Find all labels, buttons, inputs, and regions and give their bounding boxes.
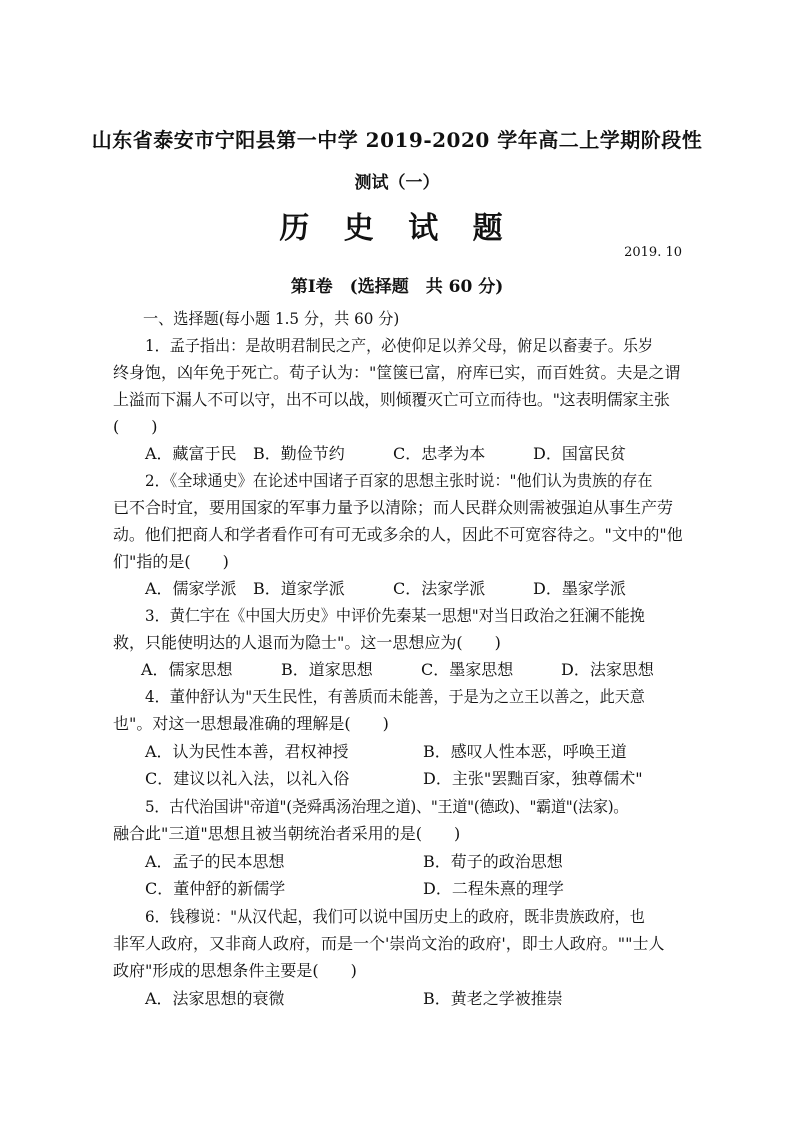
- exam-date: 2019. 10: [624, 245, 682, 260]
- q1-line: 上溢而下漏人不可以守，出不可以战，则倾覆灭亡可立而待也。"这表明儒家主张: [113, 390, 670, 409]
- q4-line: 4．董仲舒认为"天生民性，有善质而未能善，于是为之立王以善之，此天意: [145, 687, 645, 706]
- q3-line: 3．黄仁宇在《中国大历史》中评价先秦某一思想"对当日政治之狂澜不能挽: [145, 606, 645, 625]
- q5-option-a: A．孟子的民本思想: [145, 852, 285, 871]
- q6-line: 政府"形成的思想条件主要是( ): [113, 961, 357, 980]
- q1-line: 1．孟子指出：是故明君制民之产，必使仰足以养父母，俯足以畜妻子。乐岁: [145, 336, 654, 355]
- q1-option-b: B．勤俭节约: [253, 444, 345, 463]
- q2-line: 们"指的是( ): [113, 552, 229, 571]
- q2-option-d: D．墨家学派: [533, 579, 626, 598]
- q3-option-b: B．道家思想: [281, 660, 373, 679]
- q1-option-a: A．藏富于民: [145, 444, 237, 463]
- q5-line: 融合此"三道"思想且被当朝统治者采用的是( ): [113, 824, 461, 843]
- q3-option-c: C．墨家思想: [421, 660, 514, 679]
- q1-line: 终身饱，凶年免于死亡。荀子认为："筐箧已富，府库已实，而百姓贫。夫是之谓: [113, 363, 681, 382]
- q5-option-b: B．荀子的政治思想: [423, 852, 563, 871]
- q4-option-b: B．感叹人性本恶，呼唤王道: [423, 742, 627, 761]
- q5-option-c: C．董仲舒的新儒学: [145, 879, 286, 898]
- q3-option-a: A．儒家思想: [141, 660, 233, 679]
- q6-option-b: B．黄老之学被推崇: [423, 989, 563, 1008]
- q6-option-a: A．法家思想的衰微: [145, 989, 285, 1008]
- q2-option-b: B．道家学派: [253, 579, 345, 598]
- q2-line: 动。他们把商人和学者看作可有可无或多余的人，因此不可宽容待之。"文中的"他: [113, 525, 683, 544]
- volume-heading: 第Ⅰ卷 (选择题 共 60 分): [290, 277, 504, 297]
- q4-line: 也"。对这一思想最准确的理解是( ): [113, 714, 389, 733]
- q2-line: 已不合时宜，要用国家的军事力量予以清除；而人民群众则需被强迫从事生产劳: [113, 498, 674, 517]
- q2-line: 2．《全球通史》在论述中国诸子百家的思想主张时说："他们认为贵族的存在: [145, 471, 653, 490]
- q6-line: 非军人政府，又非商人政府，而是一个'崇尚文治的政府'，即士人政府。""士人: [113, 934, 665, 953]
- q1-option-c: C．忠孝为本: [393, 444, 486, 463]
- subject-title: 历 史 试 题: [279, 211, 515, 246]
- q3-line: 救，只能使明达的人退而为隐士"。这一思想应为( ): [113, 633, 501, 652]
- q1-line: ( ): [113, 417, 158, 436]
- q4-option-d: D．主张"罢黜百家，独尊儒术": [423, 769, 643, 788]
- q5-line: 5．古代治国讲"帝道"(尧舜禹汤治理之道)、"王道"(德政)、"霸道"(法家)。: [145, 797, 629, 816]
- exam-title: 山东省泰安市宁阳县第一中学 2019-2020 学年高二上学期阶段性: [91, 128, 703, 152]
- q3-option-d: D．法家思想: [561, 660, 654, 679]
- section-heading: 一、选择题(每小题 1.5 分，共 60 分): [143, 309, 400, 328]
- exam-subtitle: 测试（一）: [354, 173, 440, 193]
- q4-option-a: A．认为民性本善，君权神授: [145, 742, 349, 761]
- q6-line: 6．钱穆说："从汉代起，我们可以说中国历史上的政府，既非贵族政府，也: [145, 907, 645, 926]
- q5-option-d: D．二程朱熹的理学: [423, 879, 564, 898]
- q1-option-d: D．国富民贫: [533, 444, 626, 463]
- q2-option-c: C．法家学派: [393, 579, 486, 598]
- q4-option-c: C．建议以礼入法，以礼入俗: [145, 769, 350, 788]
- q2-option-a: A．儒家学派: [145, 579, 237, 598]
